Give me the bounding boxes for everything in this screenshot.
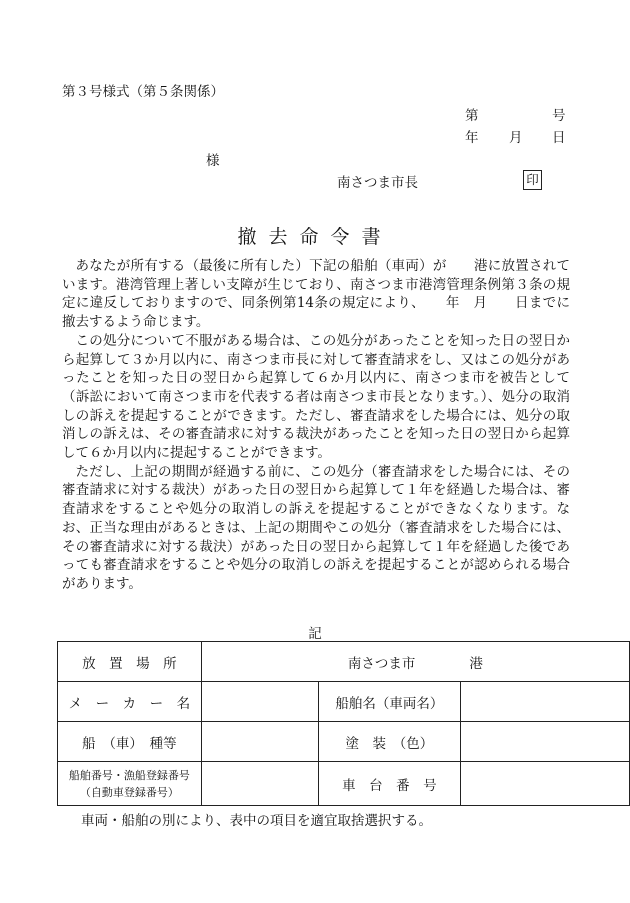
body-paragraph: ただし、上記の期間が経過する前に、この処分（審査請求をした場合には、その審査請求に対する裁決）があった日の翌日から起算して１年を経過した場合は、審査請求をすることや処分の取消しの訴えを提起することができなくなります。なお、正当な理由があるときは、上記の期間やこの処分（審査請求をした場合には、その審査請求に対する裁決）があった日の翌日から起算して１年を経過した後であっても審査請求をすることや処分の取消しの訴えを提起することが認められる場合があります。 bbox=[62, 463, 570, 592]
type-label: 船 （車） 種等 bbox=[58, 722, 202, 762]
form-number: 第３号様式（第５条関係） bbox=[62, 84, 224, 100]
table-row bbox=[58, 642, 630, 682]
registration-label-line2: （自動車登録番号） bbox=[79, 785, 179, 799]
type-value bbox=[201, 722, 318, 762]
chassis-value bbox=[461, 762, 630, 806]
details-table bbox=[57, 641, 630, 806]
paint-value bbox=[461, 722, 630, 762]
table-note: 車両・船舶の別により、表中の項目を適宜取捨選択する。 bbox=[81, 813, 432, 829]
issuer-name: 南さつま市長 bbox=[337, 175, 418, 191]
body-paragraph: あなたが所有する（最後に所有した）下記の船舶（車両）が 港に放置されています。港湾管理上著しい支障が生じており、南さつま市港湾管理条例第３条の規定に違反しておりますので、同条例第14条の規定により、 年 月 日までに撤去するよう命じます。 bbox=[62, 258, 570, 331]
document-body bbox=[62, 257, 570, 594]
document-title: 撤去命令書 bbox=[237, 226, 393, 248]
document-number-suffix: 号 bbox=[552, 108, 566, 124]
seal-icon: 印 bbox=[523, 170, 542, 190]
date-month-label: 月 bbox=[509, 130, 523, 146]
registration-value bbox=[201, 762, 318, 806]
registration-label bbox=[58, 762, 202, 806]
paint-label: 塗 装 （色） bbox=[318, 722, 461, 762]
maker-value bbox=[201, 682, 318, 722]
table-row bbox=[58, 682, 630, 722]
vessel-name-value bbox=[461, 682, 630, 722]
table-row bbox=[58, 762, 630, 806]
maker-label: メ ー カ ー 名 bbox=[58, 682, 202, 722]
registration-label-line1: 船舶番号・漁船登録番号 bbox=[68, 768, 190, 782]
document-number-prefix: 第 bbox=[465, 108, 479, 124]
date-year-label: 年 bbox=[465, 130, 479, 146]
chassis-label: 車 台 番 号 bbox=[318, 762, 461, 806]
vessel-name-label: 船舶名（車両名） bbox=[318, 682, 461, 722]
seal-mark bbox=[523, 169, 542, 190]
date-day-label: 日 bbox=[552, 130, 566, 146]
addressee-suffix: 様 bbox=[206, 153, 220, 169]
location-value: 南さつま市 港 bbox=[201, 642, 629, 682]
location-label: 放 置 場 所 bbox=[58, 642, 202, 682]
table-row bbox=[58, 722, 630, 762]
section-marker: 記 bbox=[308, 626, 322, 642]
body-paragraph: この処分について不服がある場合は、この処分があったことを知った日の翌日から起算して３か月以内に、南さつま市長に対して審査請求をし、又はこの処分があったことを知った日の翌日から起算して６か月以内に、南さつま市を被告として（訴訟において南さつま市を代表する者は南さつま市長となります。）、処分の取消しの訴えを提起することができます。ただし、審査請求をした場合には、処分の取消しの訴えは、その審査請求に対する裁決があったことを知った日の翌日から起算して６か月以内に提起することができます。 bbox=[62, 332, 570, 462]
